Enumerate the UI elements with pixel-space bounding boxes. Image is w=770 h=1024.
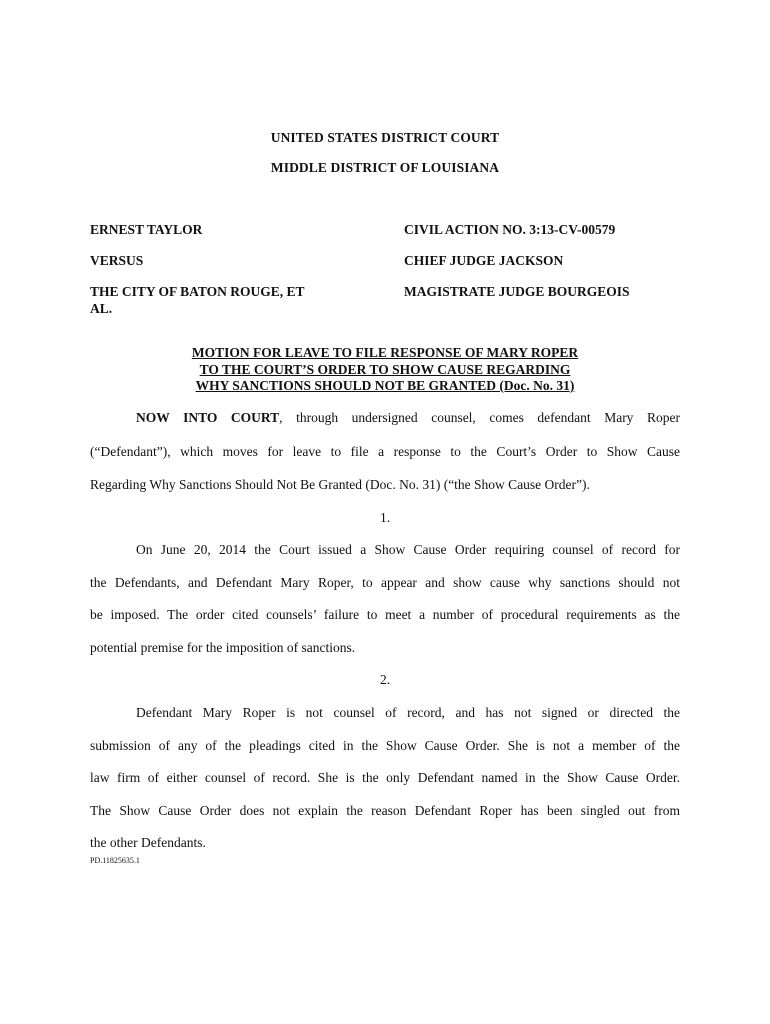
defendant-name-line2: AL. bbox=[90, 301, 113, 316]
paragraph-number-1: 1. bbox=[379, 510, 391, 525]
defendant-name-line1: THE CITY OF BATON ROUGE, ET bbox=[90, 284, 305, 299]
paragraph1-line3: be imposed. The order cited counsels’ failure to meet a number of procedural requirements as the bbox=[90, 607, 680, 622]
intro-line3: Regarding Why Sanctions Should Not Be Granted (Doc. No. 31) (“the Show Cause Order”). bbox=[90, 477, 590, 492]
civil-action-number: CIVIL ACTION NO. 3:13-CV-00579 bbox=[404, 222, 616, 237]
intro-line2: (“Defendant”), which moves for leave to file a response to the Court’s Order to Show Cause bbox=[90, 444, 680, 459]
intro-line1-rest: , through undersigned counsel, comes defendant Mary Roper bbox=[279, 410, 680, 425]
intro-bold-lead: NOW INTO COURT bbox=[136, 410, 280, 425]
chief-judge: CHIEF JUDGE JACKSON bbox=[404, 253, 564, 268]
paragraph2-line2: submission of any of the pleadings cited in the Show Cause Order. She is not a member of the bbox=[90, 738, 680, 753]
paragraph2-line5: the other Defendants. bbox=[90, 835, 206, 850]
intro-line1 bbox=[136, 410, 680, 426]
motion-title-line2: TO THE COURT’S ORDER TO SHOW CAUSE REGARDING bbox=[199, 361, 571, 377]
paragraph-number-2: 2. bbox=[379, 672, 391, 687]
motion-title-line3: WHY SANCTIONS SHOULD NOT BE GRANTED (Doc. No. 31) bbox=[195, 378, 575, 393]
paragraph1-line4: potential premise for the imposition of sanctions. bbox=[90, 640, 356, 655]
court-name: UNITED STATES DISTRICT COURT bbox=[270, 130, 500, 145]
defendant-name bbox=[90, 283, 360, 317]
document-id-footer: PD.11825635.1 bbox=[90, 856, 140, 865]
versus-label: VERSUS bbox=[90, 253, 144, 268]
plaintiff-name: ERNEST TAYLOR bbox=[90, 222, 203, 237]
paragraph2-line1: Defendant Mary Roper is not counsel of record, and has not signed or directed the bbox=[136, 705, 680, 720]
magistrate-judge: MAGISTRATE JUDGE BOURGEOIS bbox=[404, 284, 630, 299]
district-name: MIDDLE DISTRICT OF LOUISIANA bbox=[270, 160, 500, 175]
paragraph1-line1: On June 20, 2014 the Court issued a Show Cause Order requiring counsel of record for bbox=[136, 542, 680, 557]
paragraph2-line3: law firm of either counsel of record. She is the only Defendant named in the Show Cause Order. bbox=[90, 770, 680, 785]
paragraph1-line2: the Defendants, and Defendant Mary Roper, to appear and show cause why sanctions should not bbox=[90, 575, 680, 590]
motion-title-line1: MOTION FOR LEAVE TO FILE RESPONSE OF MARY ROPER bbox=[191, 345, 579, 360]
motion-title bbox=[0, 345, 770, 395]
paragraph2-line4: The Show Cause Order does not explain the reason Defendant Roper has been singled out from bbox=[90, 803, 680, 818]
